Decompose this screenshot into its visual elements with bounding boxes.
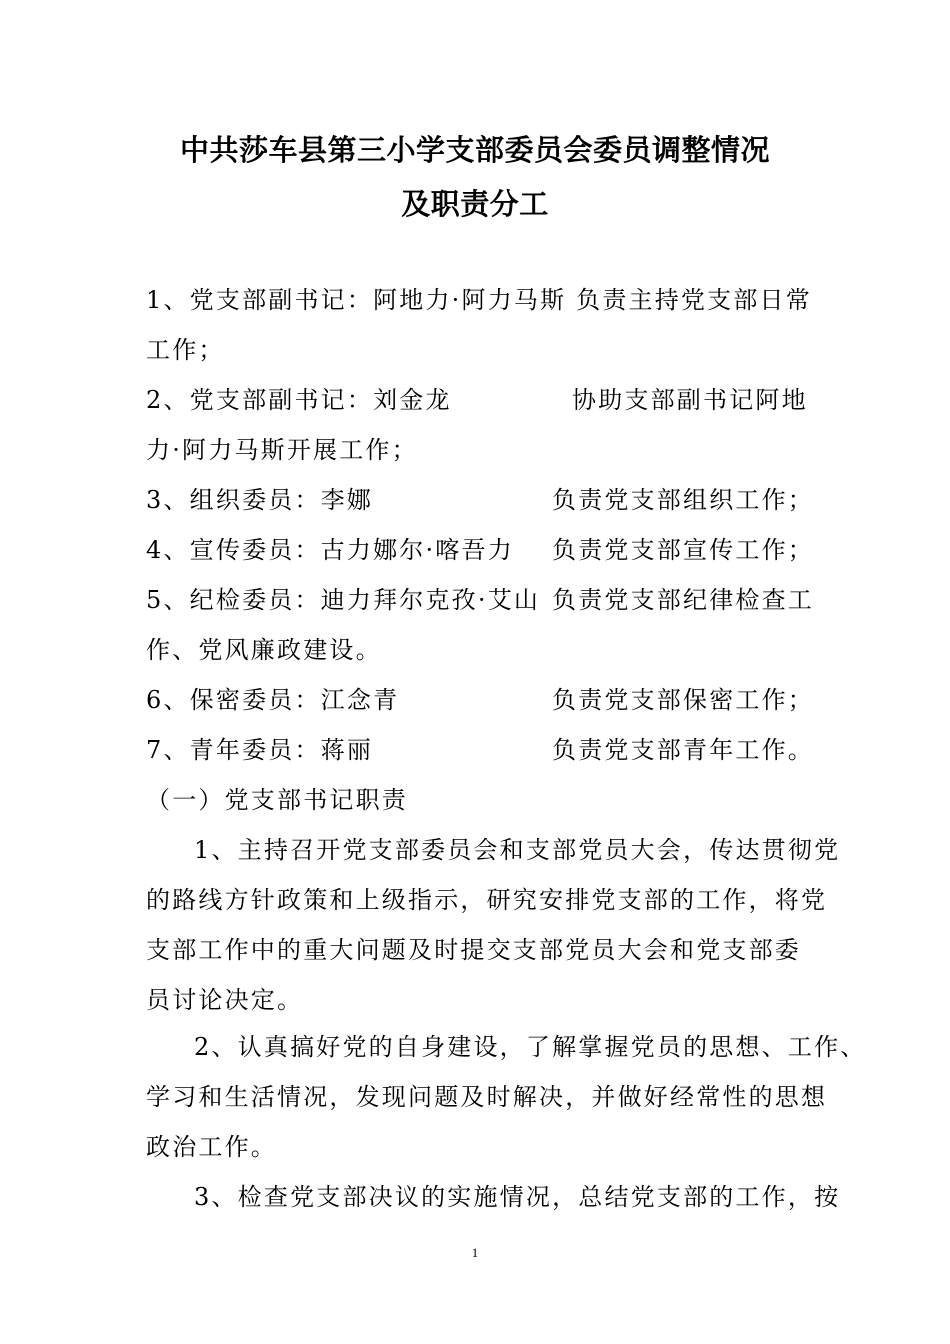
document-title-line1: 中共莎车县第三小学支部委员会委员调整情况: [179, 133, 770, 167]
paragraph-1-line: 1、主持召开党支部委员会和支部党员大会，传达贯彻党: [194, 836, 841, 864]
paragraph-3-line: 3、检查党支部决议的实施情况，总结党支部的工作，按: [194, 1183, 841, 1211]
member-2-name: 2、党支部副书记：刘金龙: [146, 386, 452, 414]
member-7-name: 7、青年委员：蒋丽: [146, 736, 374, 764]
paragraph-2-line: 学习和生活情况，发现问题及时解决，并做好经常性的思想: [146, 1083, 828, 1111]
member-4-duty: 负责党支部宣传工作；: [552, 536, 814, 564]
member-7-duty: 负责党支部青年工作。: [552, 736, 814, 764]
member-5-continuation: 作、党风廉政建设。: [146, 636, 382, 664]
member-3-name: 3、组织委员：李娜: [146, 486, 374, 514]
document-title-line2: 及职责分工: [401, 187, 549, 221]
member-5-name: 5、纪检委员：迪力拜尔克孜·艾山: [146, 586, 541, 614]
paragraph-2-line: 政治工作。: [146, 1133, 277, 1161]
section-heading: （一）党支部书记职责: [146, 786, 408, 814]
member-2-duty: 协助支部副书记阿地: [572, 386, 808, 414]
member-3-duty: 负责党支部组织工作；: [552, 486, 814, 514]
page-number: 1: [471, 1245, 479, 1260]
member-2-continuation: 力·阿力马斯开展工作；: [146, 436, 418, 464]
paragraph-1-line: 员讨论决定。: [146, 986, 304, 1014]
member-6-duty: 负责党支部保密工作；: [552, 686, 814, 714]
member-1-line: 1、党支部副书记：阿地力·阿力马斯 负责主持党支部日常: [146, 286, 812, 314]
member-6-name: 6、保密委员：江念青: [146, 686, 400, 714]
paragraph-1-line: 支部工作中的重大问题及时提交支部党员大会和党支部委: [146, 936, 801, 964]
member-4-name: 4、宣传委员：古力娜尔·喀吾力: [146, 536, 514, 564]
paragraph-2-line: 2、认真搞好党的自身建设，了解掌握党员的思想、工作、: [194, 1033, 867, 1061]
member-5-duty: 负责党支部纪律检查工: [552, 586, 814, 614]
paragraph-1-line: 的路线方针政策和上级指示，研究安排党支部的工作，将党: [146, 886, 828, 914]
member-1-continuation: 工作；: [146, 336, 225, 364]
